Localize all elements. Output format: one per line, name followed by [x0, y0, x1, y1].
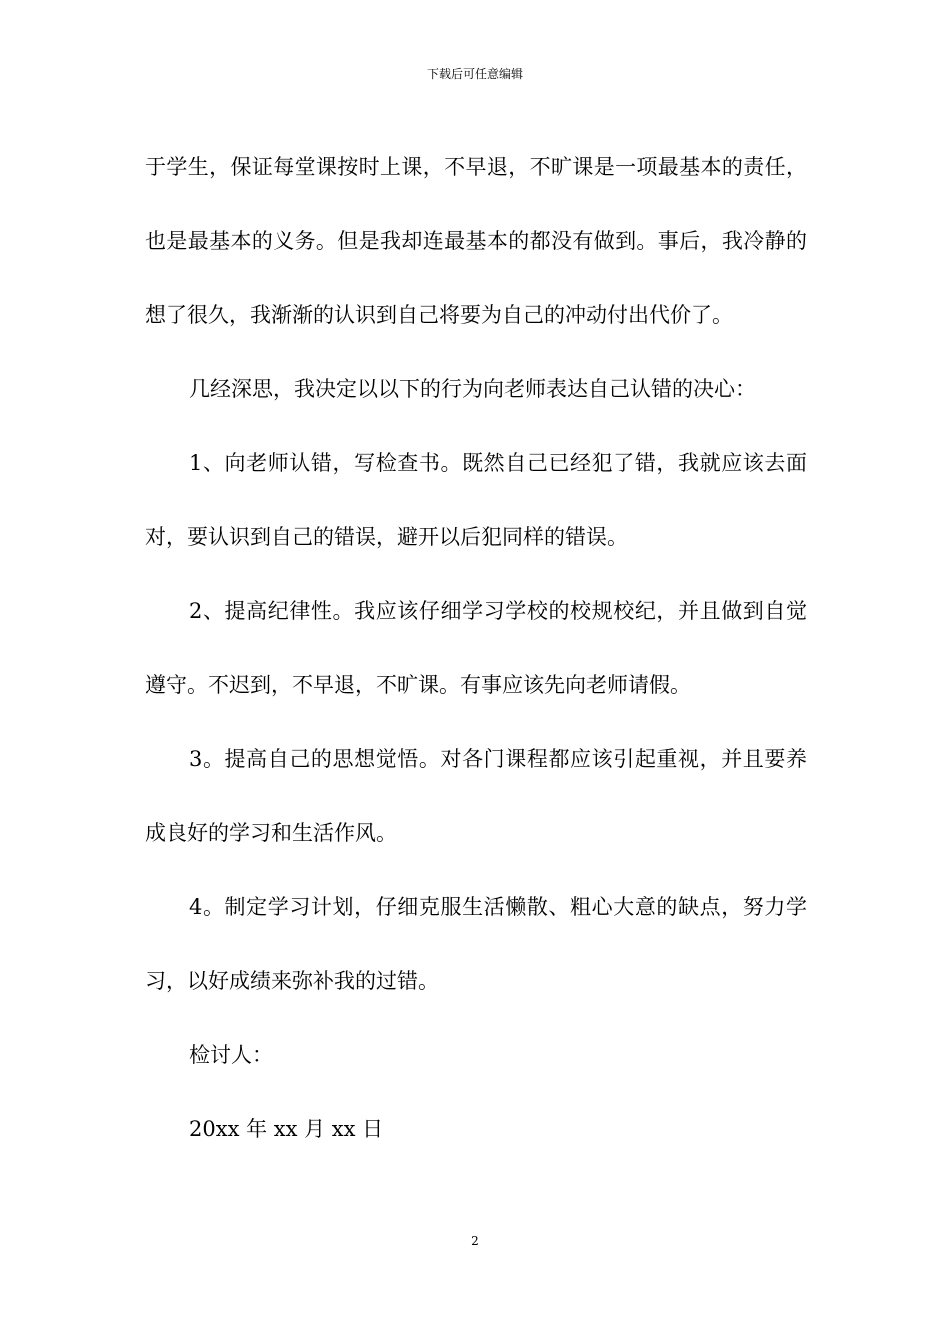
- signature-date: 20xx 年 xx 月 xx 日: [189, 1117, 384, 1141]
- page-header: 下载后可任意编辑: [426, 67, 523, 81]
- paragraph-continuation: 于学生，保证每堂课按时上课，不早退，不旷课是一项最基本的责任，也是最基本的义务。但是我却连最基本的都没有做到。事后，我冷静的想了很久，我渐渐的认识到自己将要为自己的冲动付出代价了。: [145, 155, 807, 327]
- page-number: 2: [471, 1234, 479, 1248]
- paragraph-item-1: 1、向老师认错，写检查书。既然自己已经犯了错，我就应该去面对，要认识到自己的错误，避开以后犯同样的错误。: [145, 451, 807, 549]
- paragraph-intro: 几经深思，我决定以以下的行为向老师表达自己认错的决心：: [189, 377, 756, 401]
- document-body: [145, 130, 807, 1166]
- paragraph-item-4: 4。制定学习计划，仔细克服生活懒散、粗心大意的缺点，努力学习，以好成绩来弥补我的过错。: [145, 895, 807, 993]
- paragraph-item-3: 3。提高自己的思想觉悟。对各门课程都应该引起重视，并且要养成良好的学习和生活作风。: [145, 747, 807, 845]
- signature-label: 检讨人：: [189, 1043, 273, 1067]
- paragraph-item-2: 2、提高纪律性。我应该仔细学习学校的校规校纪，并且做到自觉遵守。不迟到，不早退，不旷课。有事应该先向老师请假。: [145, 599, 807, 697]
